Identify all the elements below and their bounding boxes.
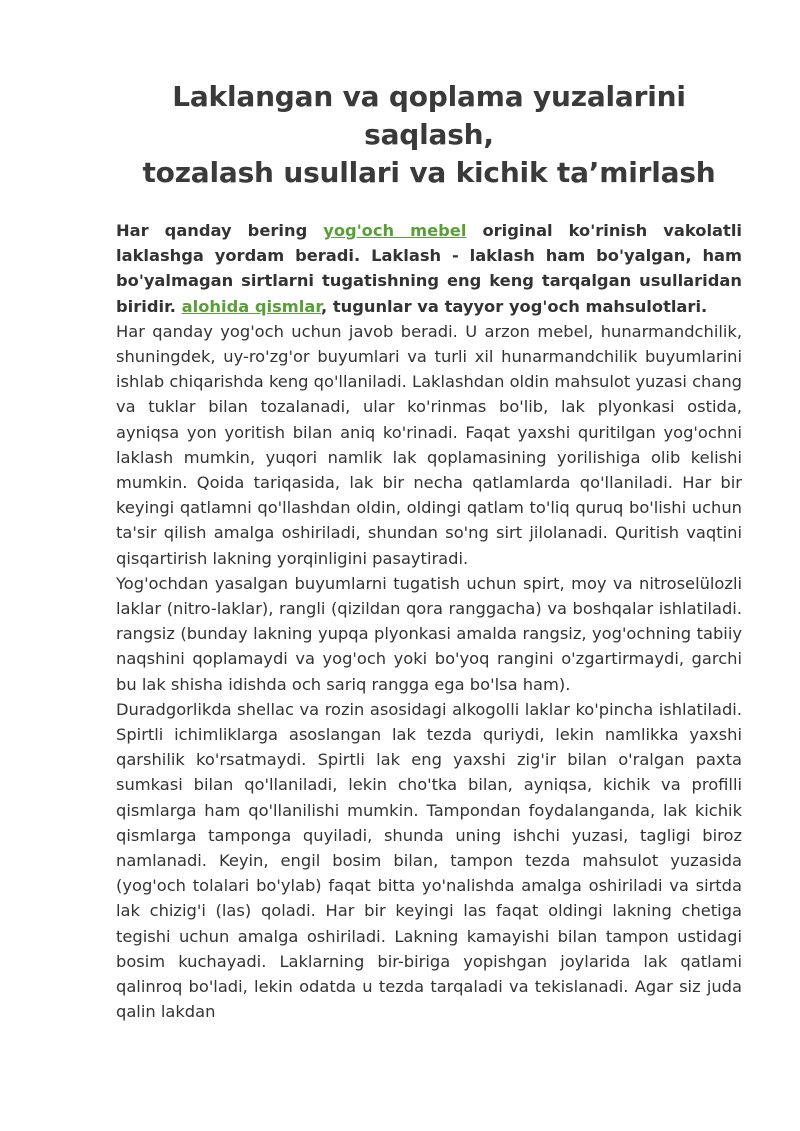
document-body	[116, 218, 742, 1025]
lead-text-1: Har qanday bering	[116, 221, 324, 240]
title-line-1: Laklangan va qoplama yuzalarini saqlash,	[172, 80, 686, 151]
lead-text-3: , tugunlar va tayyor yog'och mahsulotlari.	[320, 296, 708, 316]
document-title	[116, 78, 742, 192]
link-separate-parts[interactable]: alohida qismlar	[181, 296, 321, 316]
lead-text-2: original ko'rinish vakolatli laklashga yordam beradi. Laklash - laklash ham bo'yalgan, ham bo'yalmagan sirtlarni tugatishning eng keng tarqalgan usullaridan biridir.	[116, 221, 742, 316]
body-paragraph-3: Duradgorlikda shellac va rozin asosidagi alkogolli laklar ko'pincha ishlatiladi. Spirtli ichimliklarga asoslangan lak tezda quriydi, lekin namlikka yaxshi qarshilik ko'rsatmaydi. Spirtli lak eng yaxshi zig'ir bilan o'ralgan paxta sumkasi bilan qo'llaniladi, lekin cho'tka bilan, ayniqsa, kichik va profilli qismlarga ham qo'llanilishi mumkin. Tampondan foydalanganda, lak kichik qismlarga tamponga quyiladi, shunda uning ishchi yuzasi, tagligi biroz namlanadi. Keyin, engil bosim bilan, tampon tezda mahsulot yuzasida (yog'och tolalari bo'ylab) faqat bitta yo'nalishda amalga oshiriladi va sirtda lak chizig'i (las) qoladi. Har bir keyingi las faqat oldingi lakning chetiga tegishi uchun amalga oshiriladi. Lakning kamayishi bilan tampon ustidagi bosim kuchayadi. Laklarning bir-biriga yopishgan joylarida lak qatlami qalinroq bo'ladi, lekin odatda u tezda tarqaladi va tekislanadi. Agar siz juda qalin lakdan	[116, 699, 742, 1022]
link-wooden-furniture[interactable]: yog'och mebel	[323, 221, 467, 240]
body-paragraph-2: Yog'ochdan yasalgan buyumlarni tugatish uchun spirt, moy va nitroselülozli laklar (nitro-laklar), rangli (qizildan qora ranggacha) va boshqalar ishlatiladi. rangsiz (bunday lakning yupqa plyonkasi amalda rangsiz, yog'ochning tabiiy naqshini qoplamaydi va yog'och yoki bo'yoq rangini o'zgartirmaydi, garchi bu lak shisha idishda och sariq rangga ega bo'lsa ham).	[116, 573, 742, 694]
body-paragraph-1: Har qanday yog'och uchun javob beradi. U arzon mebel, hunarmandchilik, shuningdek, uy-ro'zg'or buyumlari va turli xil hunarmandchilik buyumlarini ishlab chiqarishda keng qo'llaniladi. Laklashdan oldin mahsulot yuzasi chang va tuklar bilan tozalanadi, ular ko'rinmas bo'lib, lak plyonkasi ostida, ayniqsa yon yoritish bilan aniq ko'rinadi. Faqat yaxshi quritilgan yog'ochni laklash mumkin, yuqori namlik lak qoplamasining yorilishiga olib kelishi mumkin. Qoida tariqasida, lak bir necha qatlamlarda qo'llaniladi. Har bir keyingi qatlamni qo'llashdan oldin, oldingi qatlam to'liq quruq bo'lishi uchun ta'sir qilish amalga oshiriladi, shundan so'ng sirt jilolanadi. Quritish vaqtini qisqartirish lakning yorqinligini pasaytiradi.	[116, 321, 742, 568]
title-line-2: tozalash usullari va kichik ta’mirlash	[142, 156, 716, 189]
document-page	[116, 78, 742, 1025]
lead-paragraph	[116, 218, 742, 319]
